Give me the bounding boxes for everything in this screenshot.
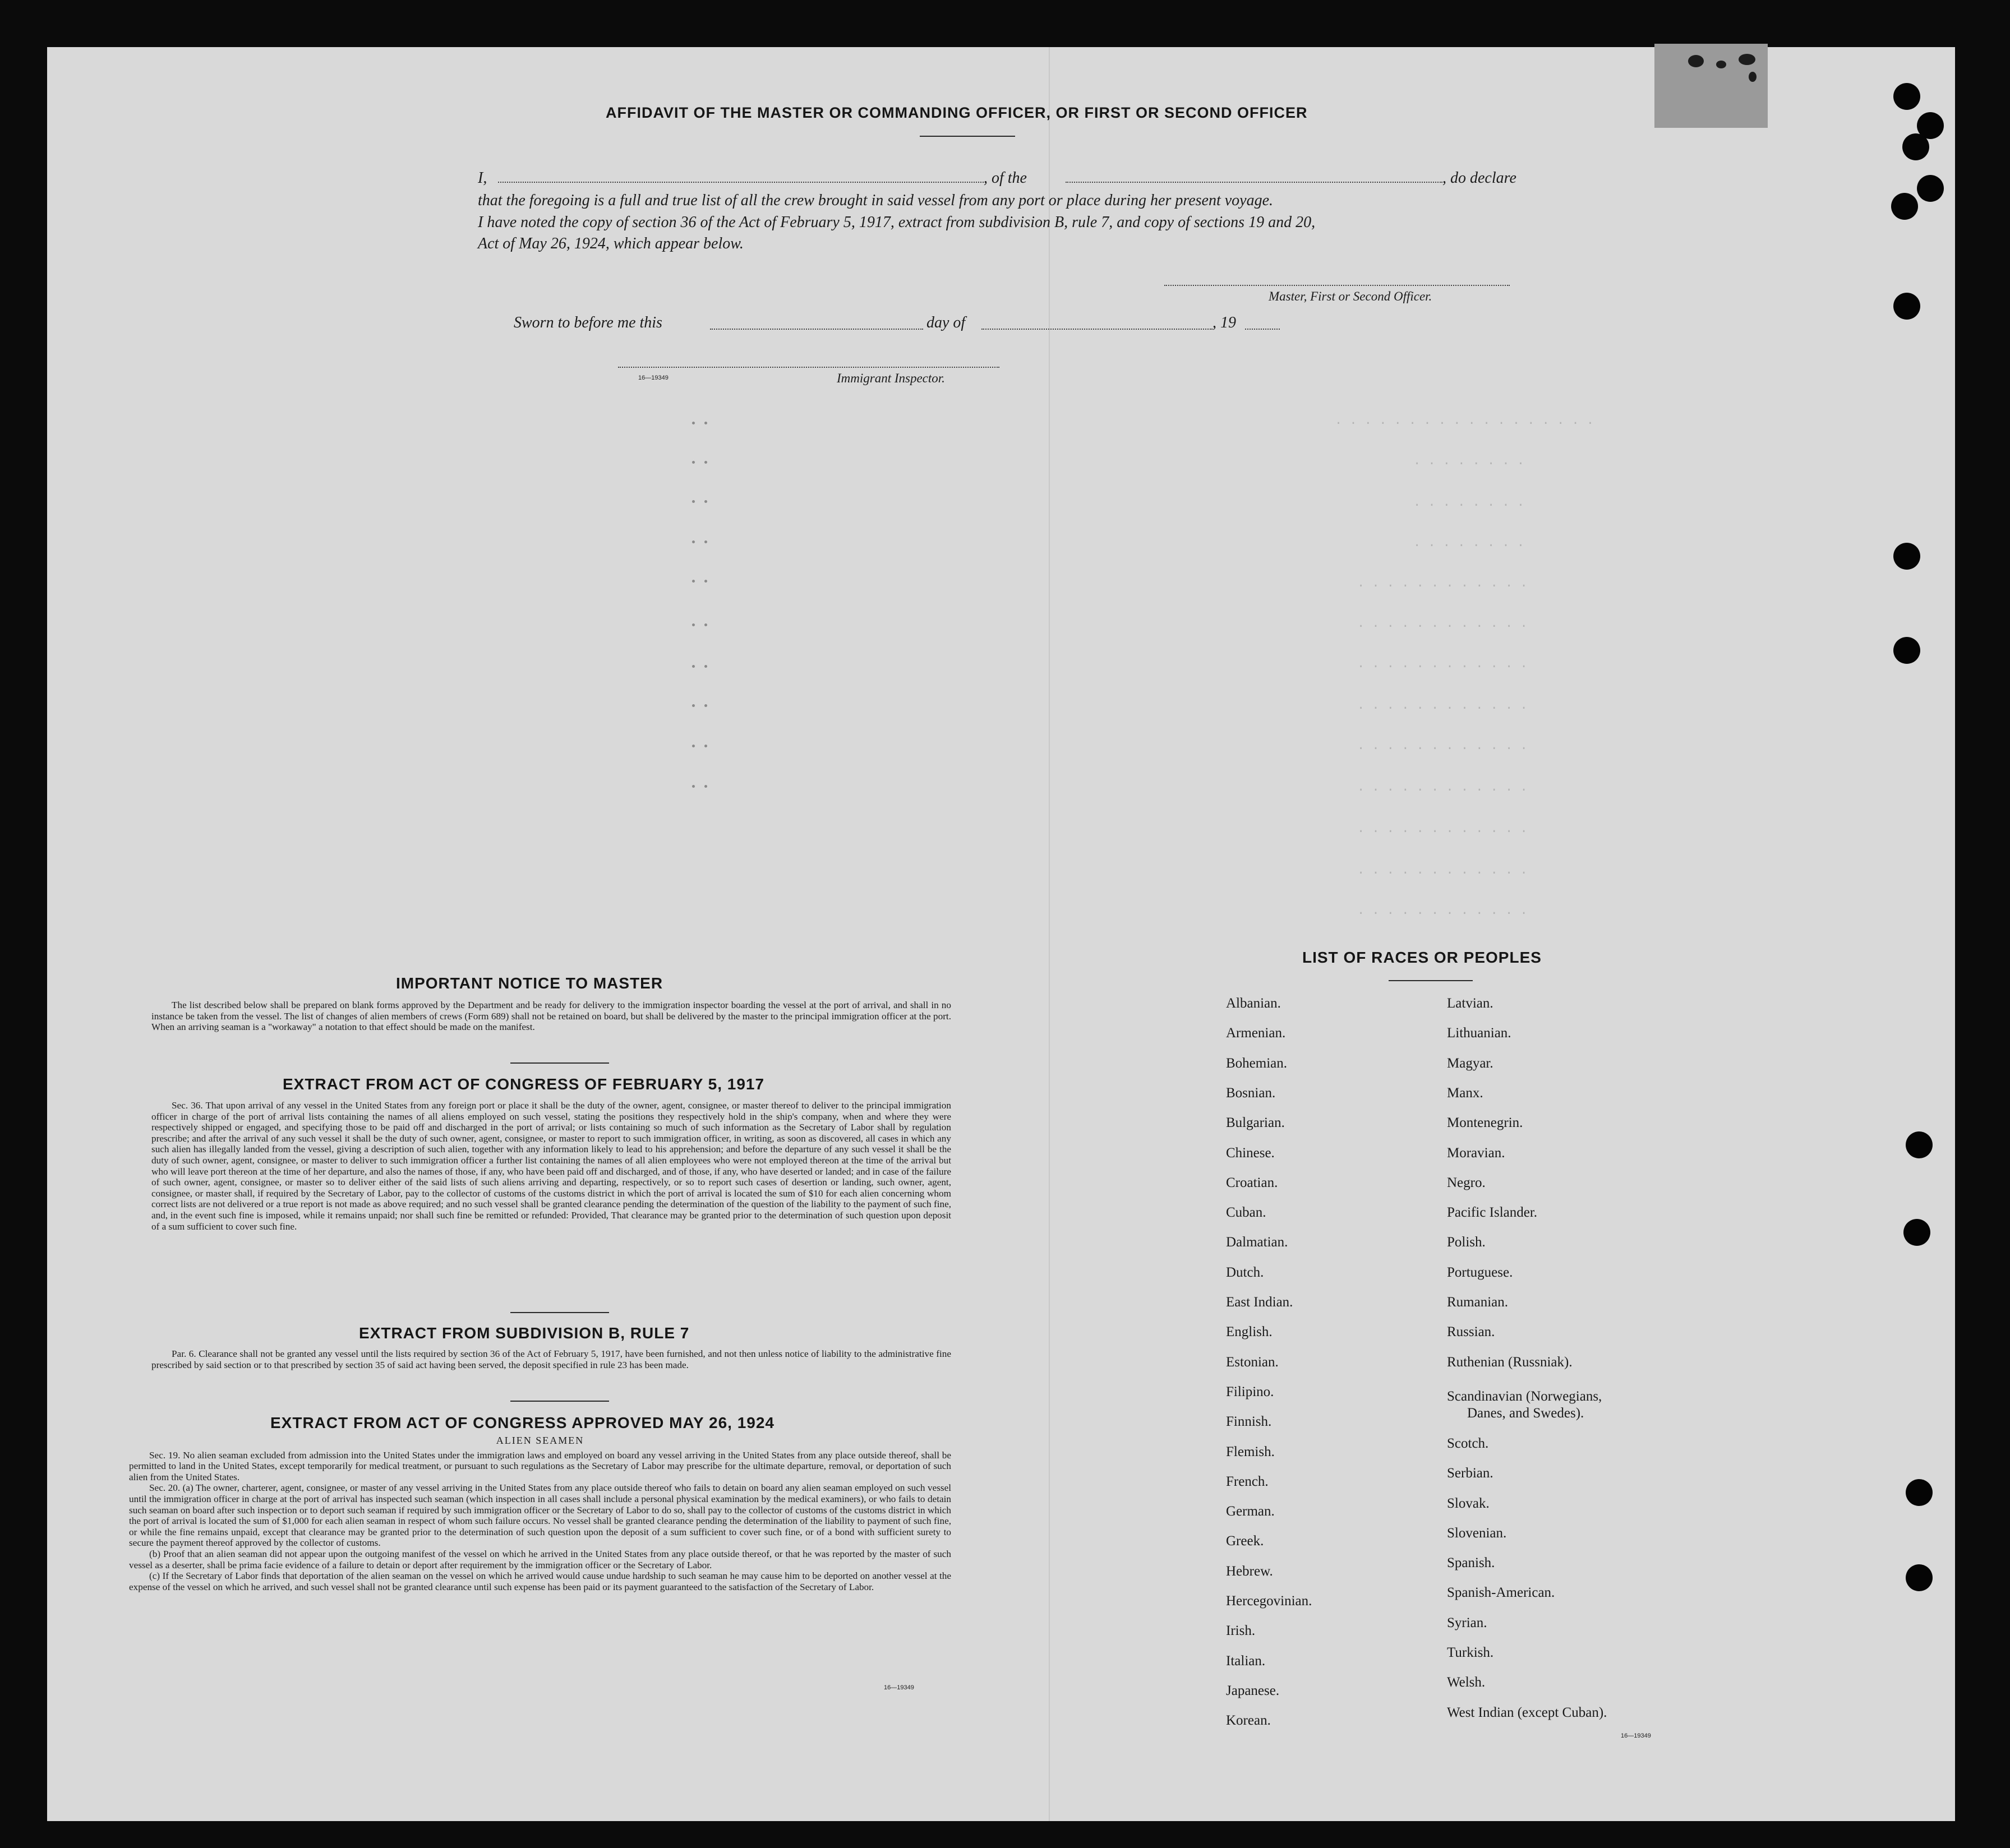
race-item: Portuguese. <box>1447 1264 1513 1280</box>
race-item: Moravian. <box>1447 1145 1505 1161</box>
binder-hole <box>1893 83 1920 110</box>
binder-hole <box>1902 133 1929 160</box>
form-number: 16—19349 <box>638 375 669 381</box>
race-item: Spanish-American. <box>1447 1585 1555 1601</box>
inspector-caption: Immigrant Inspector. <box>837 371 945 385</box>
binder-hole <box>1906 1131 1933 1158</box>
race-item: Polish. <box>1447 1235 1486 1250</box>
race-item: German. <box>1226 1504 1275 1519</box>
race-item: Cuban. <box>1226 1205 1266 1221</box>
form-number-bottom: 16—19349 <box>884 1684 914 1691</box>
sworn-day-of: day of <box>926 314 966 331</box>
race-item: Spanish. <box>1447 1555 1495 1571</box>
subdivision-b-title: EXTRACT FROM SUBDIVISION B, RULE 7 <box>359 1324 690 1342</box>
name-blank[interactable] <box>498 182 984 183</box>
races-rule <box>1389 980 1473 981</box>
section-rule <box>510 1401 609 1402</box>
affidavit-line-2: that the foregoing is a full and true list of all the crew brought in said vessel from any port or place during her present voyage. <box>478 192 1274 209</box>
race-item: English. <box>1226 1324 1273 1340</box>
race-item: Scandinavian (Norwegians, <box>1447 1388 1602 1404</box>
binder-hole <box>1893 543 1920 570</box>
race-item: Dalmatian. <box>1226 1235 1288 1250</box>
race-item: Bosnian. <box>1226 1085 1276 1101</box>
extract-1924-text: ALIEN SEAMEN Sec. 19. No alien seaman excluded from admission into the United States under the immigration laws and employed on board any vessel arriving in the United States from any place outside thereof, shall be permitted to land in the United States, except temporarily for medical treatment, or pursuant to such regulations as the Secretary of Labor may prescribe for the ultimate departure, removal, or deportation of such alien from the United States. Sec. 20. (a) The owner, charterer, agent, consignee, or master of any vessel arriving in the United States from any place outside thereof who fails to detain on board any alien seaman employed on such vessel until the immigration officer in charge at the port of arrival has inspected such seaman (which inspection in all cases shall include a personal physical examination by the medical examiners), or who fails to detain such seaman on board after such inspection or to deport such seaman if required by such immigration officer or the Secretary of Labor to do so, shall pay to the collector of customs of the customs district in which the port of arrival is located the sum of $1,000 for each alien seaman in respect of whom such failure occurs. No vessel shall be granted clearance pending the determination of the liability to payment of such fine, or while the fine remains unpaid, except that clearance may be granted prior to the determination of such question upon the deposit of a sum sufficient to cover such fine, or of a bond with sufficient surety to secure the payment thereof approved by the collector of customs. (b) Proof that an alien seaman did not appear upon the outgoing manifest of the vessel on which he arrived in the United States from any place outside thereof, or that he was reported by the master of such vessel as a deserter, shall be prima facie evidence of a failure to detain or deport after requirement by the immigration officer or the Secretary of Labor. (c) If the Secretary of Labor finds that deportation of the alien seaman on the vessel on which he arrived would cause undue hardship to such seaman he may cause him to be deported on another vessel at the expense of the vessel on which he arrived, and such vessel shall not be granted clearance until such expense has been paid or its payment guaranteed to the satisfaction of the Secretary of Labor. <box>129 1435 951 1592</box>
race-item: Pacific Islander. <box>1447 1205 1538 1221</box>
race-item: Turkish. <box>1447 1645 1494 1660</box>
race-item: Bulgarian. <box>1226 1115 1285 1131</box>
race-item: Lithuanian. <box>1447 1025 1511 1041</box>
race-item: West Indian (except Cuban). <box>1447 1704 1607 1720</box>
race-item: Latvian. <box>1447 996 1493 1011</box>
extract-1924-title: EXTRACT FROM ACT OF CONGRESS APPROVED MAY 26, 1924 <box>270 1414 775 1431</box>
extract-1917-text: Sec. 36. That upon arrival of any vessel in the United States from any foreign port or place it shall be the duty of the owner, agent, consignee, or master thereof to deliver to the principal immigration officer in charge of the port of arrival lists containing the names of all aliens employed on such vessel, stating the positions they respectively hold in the ship's company, when and where they were respectively shipped or engaged, and specifying those to be paid off and discharged in the port of arrival; or lists containing so much of such information as the Secretary of Labor shall by regulation prescribe; and after the arrival of any such vessel it shall be the duty of such owner, agent, consignee, or master to report to such immigration officer, in writing, as soon as discovered, all cases in which any such alien has illegally landed from the vessel, giving a description of such alien, together with any information likely to lead to his apprehension; and before the departure of any such vessel it shall be the duty of such owner, agent, consignee, or master to deliver to such immigration officer a further list containing the names of all alien employees who were not employed thereon at the time of the arrival but who will leave port thereon at the time of her departure, and also the names of those, if any, who have been paid off and discharged, and of those, if any, who have deserted or landed; and in case of the failure of such owner, agent, consignee, or master so to deliver either of the said lists of such aliens arriving and departing, respectively, or so to report such cases of desertion or landing, such owner, agent, consignee, or master shall, if required by the Secretary of Labor, pay to the collector of customs of the customs district in which the port of arrival is located the sum of $10 for each alien concerning whom correct lists are not delivered or a true report is not made as above required; and no such vessel shall be granted clearance pending the determination of the question of the liability to the payment of such fine, and, in the event such fine is imposed, while it remains unpaid; nor shall such fine be remitted or refunded: Provided, That clearance may be granted prior to the determination of such question upon deposit of a sum sufficient to cover such fine. <box>151 1100 951 1232</box>
race-item: Rumanian. <box>1447 1295 1509 1310</box>
affidavit-title: AFFIDAVIT OF THE MASTER OR COMMANDING OFFICER, OR FIRST OR SECOND OFFICER <box>606 104 1308 121</box>
section-rule <box>510 1312 609 1313</box>
sworn-month-blank[interactable] <box>981 329 1213 330</box>
binder-hole <box>1917 175 1944 202</box>
sworn-year-blank[interactable] <box>1245 329 1280 330</box>
race-item: Slovak. <box>1447 1495 1490 1511</box>
race-item: Italian. <box>1226 1653 1266 1669</box>
race-item: Negro. <box>1447 1175 1486 1190</box>
race-item: Estonian. <box>1226 1354 1279 1370</box>
binder-hole <box>1903 1219 1930 1246</box>
race-item: Flemish. <box>1226 1444 1275 1459</box>
race-item: Magyar. <box>1447 1055 1493 1071</box>
page-fold <box>1049 47 1050 1821</box>
race-item: Bohemian. <box>1226 1055 1288 1071</box>
race-item: Slovenian. <box>1447 1525 1507 1541</box>
sworn-year: , 19 <box>1213 314 1236 331</box>
binder-hole <box>1891 193 1918 220</box>
race-item: East Indian. <box>1226 1295 1293 1310</box>
race-item: Manx. <box>1447 1085 1483 1101</box>
race-item: Japanese. <box>1226 1683 1280 1698</box>
race-item: Danes, and Swedes). <box>1467 1405 1584 1421</box>
race-item: Hercegovinian. <box>1226 1593 1312 1609</box>
race-item: French. <box>1226 1473 1269 1489</box>
alien-seamen-subtitle: ALIEN SEAMEN <box>496 1435 584 1446</box>
race-item: Hebrew. <box>1226 1563 1273 1579</box>
race-item: Croatian. <box>1226 1175 1278 1190</box>
affidavit-line-4: Act of May 26, 1924, which appear below. <box>478 235 744 252</box>
sworn-prefix: Sworn to before me this <box>514 314 662 331</box>
binder-hole <box>1893 637 1920 664</box>
race-item: Ruthenian (Russniak). <box>1447 1354 1573 1370</box>
race-item: Dutch. <box>1226 1264 1264 1280</box>
binder-hole <box>1906 1479 1933 1506</box>
affidavit-of-the: , of the <box>984 169 1027 187</box>
race-item: Greek. <box>1226 1533 1264 1549</box>
subdivision-b-text: Par. 6. Clearance shall not be granted any vessel until the lists required by section 36 of the Act of February 5, 1917, have been furnished, and not then unless notice of liability to the administrative fine prescribed by said section or to that prescribed by section 35 of said act having been served, the deposit specified in rule 23 has been made. <box>151 1348 951 1370</box>
races-title: LIST OF RACES OR PEOPLES <box>1302 949 1542 966</box>
race-item: Armenian. <box>1226 1025 1286 1041</box>
race-item: Finnish. <box>1226 1414 1272 1430</box>
race-item: Montenegrin. <box>1447 1115 1523 1131</box>
section-rule <box>510 1062 609 1064</box>
race-item: Albanian. <box>1226 996 1281 1011</box>
binder-hole <box>1906 1564 1933 1591</box>
inspector-blank[interactable] <box>618 367 999 368</box>
race-item: Filipino. <box>1226 1384 1274 1399</box>
race-item: Irish. <box>1226 1623 1256 1639</box>
notice-text: The list described below shall be prepared on blank forms approved by the Department and be ready for delivery to the immigration inspector boarding the vessel at the port of arrival, and shall in no instance be taken from the vessel. The list of changes of alien members of crews (Form 689) shall not be retained on board, but shall be delivered by the master to the principal immigration officer at the port. When an arriving seaman is a "workaway" a notation to that effect should be made on the manifest. <box>151 1000 951 1033</box>
race-item: Scotch. <box>1447 1435 1489 1451</box>
signature-blank[interactable] <box>1164 285 1510 286</box>
notice-title: IMPORTANT NOTICE TO MASTER <box>396 974 663 992</box>
race-item: Russian. <box>1447 1324 1495 1340</box>
race-item: Serbian. <box>1447 1466 1493 1481</box>
vessel-blank[interactable] <box>1066 182 1442 183</box>
race-item: Welsh. <box>1447 1675 1486 1690</box>
signature-caption: Master, First or Second Officer. <box>1269 289 1432 303</box>
sworn-day-blank[interactable] <box>710 329 923 330</box>
binder-hole <box>1893 293 1920 320</box>
race-item: Korean. <box>1226 1713 1271 1729</box>
affidavit-line-3: I have noted the copy of section 36 of the Act of February 5, 1917, extract from subdivision B, rule 7, and copy of sections 19 and 20, <box>478 214 1316 231</box>
affidavit-do-declare: , do declare <box>1442 169 1516 187</box>
paper-stain <box>1654 44 1768 128</box>
extract-1917-title: EXTRACT FROM ACT OF CONGRESS OF FEBRUARY 5, 1917 <box>283 1075 765 1093</box>
title-rule <box>920 136 1015 137</box>
affidavit-i: I, <box>478 169 487 187</box>
race-item: Chinese. <box>1226 1145 1275 1161</box>
race-item: Syrian. <box>1447 1615 1487 1630</box>
races-form-number: 16—19349 <box>1621 1732 1651 1739</box>
